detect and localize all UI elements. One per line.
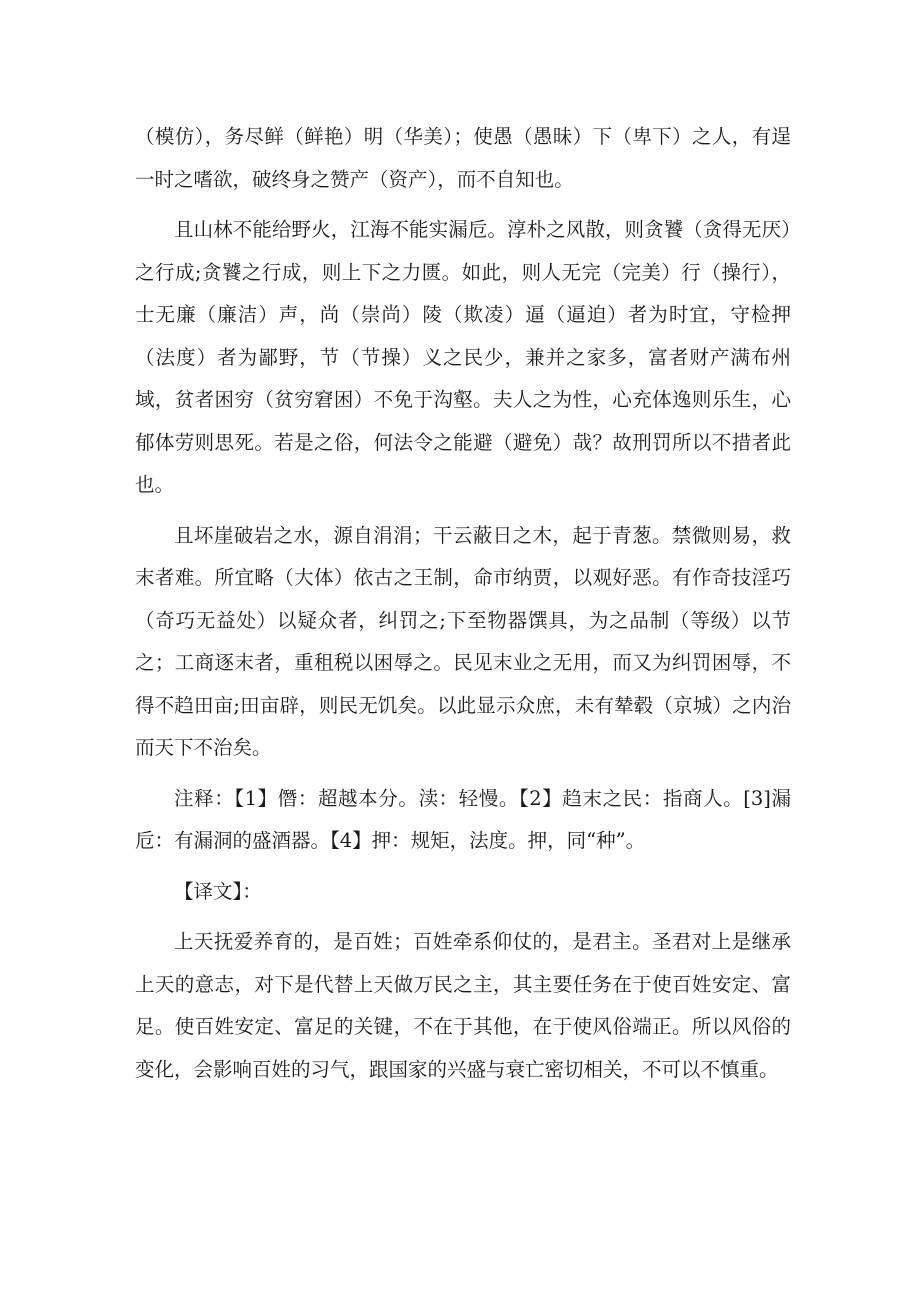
translation-heading: 【译文】：	[174, 879, 262, 903]
paragraph-continuation: （模仿），务尽鲜（鲜艳）明（华美）；使愚（愚昧）下（卑下）之人，有逞一时之嗜欲，破终身之赞产（资产），而不自知也。	[135, 125, 791, 191]
paragraph-annotations: 注释：【1】僭：超越本分。渎：轻慢。【2】趋末之民：指商人。[3]漏卮：有漏洞的盛酒器。【4】押：规矩，法度。押，同“种”。	[135, 786, 791, 852]
paragraph-mountains-seas: 且山林不能给野火，江海不能实漏卮。淳朴之风散，则贪饕（贪得无厌）之行成;贪饕之行成，则上下之力匮。如此，则人无完（完美）行（操行），士无廉（廉洁）声，尚（崇尚）陵（欺凌）逼（逼迫）者为时宜，守检押（法度）者为鄙野，节（节操）义之民少，兼并之家多，富者财产满布州域，贫者困穷（贫穷窘困）不免于沟壑。夫人之为性，心充体逸则乐生，心郁体劳则思死。若是之俗，何法令之能避（避免）哉？故刑罚所以不措者此也。	[135, 218, 791, 496]
paragraph-water-wood: 且坏崖破岩之水，源自涓涓；干云蔽日之木，起于青葱。禁微则易，救末者难。所宜略（大体）依古之王制，命市纳贾，以观好恶。有作奇技淫巧（奇巧无益处）以疑众者，纠罚之;下至物器馔具，为之品制（等级）以节之；工商逐末者，重租税以困辱之。民见末业之无用，而又为纠罚困辱，不得不趋田亩;田亩辟，则民无饥矣。以此显示众庶，未有辇毂（京城）之内治而天下不治矣。	[135, 523, 791, 759]
paragraph-translation: 上天抚爱养育的，是百姓；百姓牵系仰仗的，是君主。圣君对上是继承上天的意志，对下是代替上天做万民之主，其主要任务在于使百姓安定、富足。使百姓安定、富足的关键，不在于其他，在于使风俗端正。所以风俗的变化，会影响百姓的习气，跟国家的兴盛与衰亡密切相关，不可以不慎重。	[135, 930, 791, 1081]
document-body	[135, 116, 791, 1091]
